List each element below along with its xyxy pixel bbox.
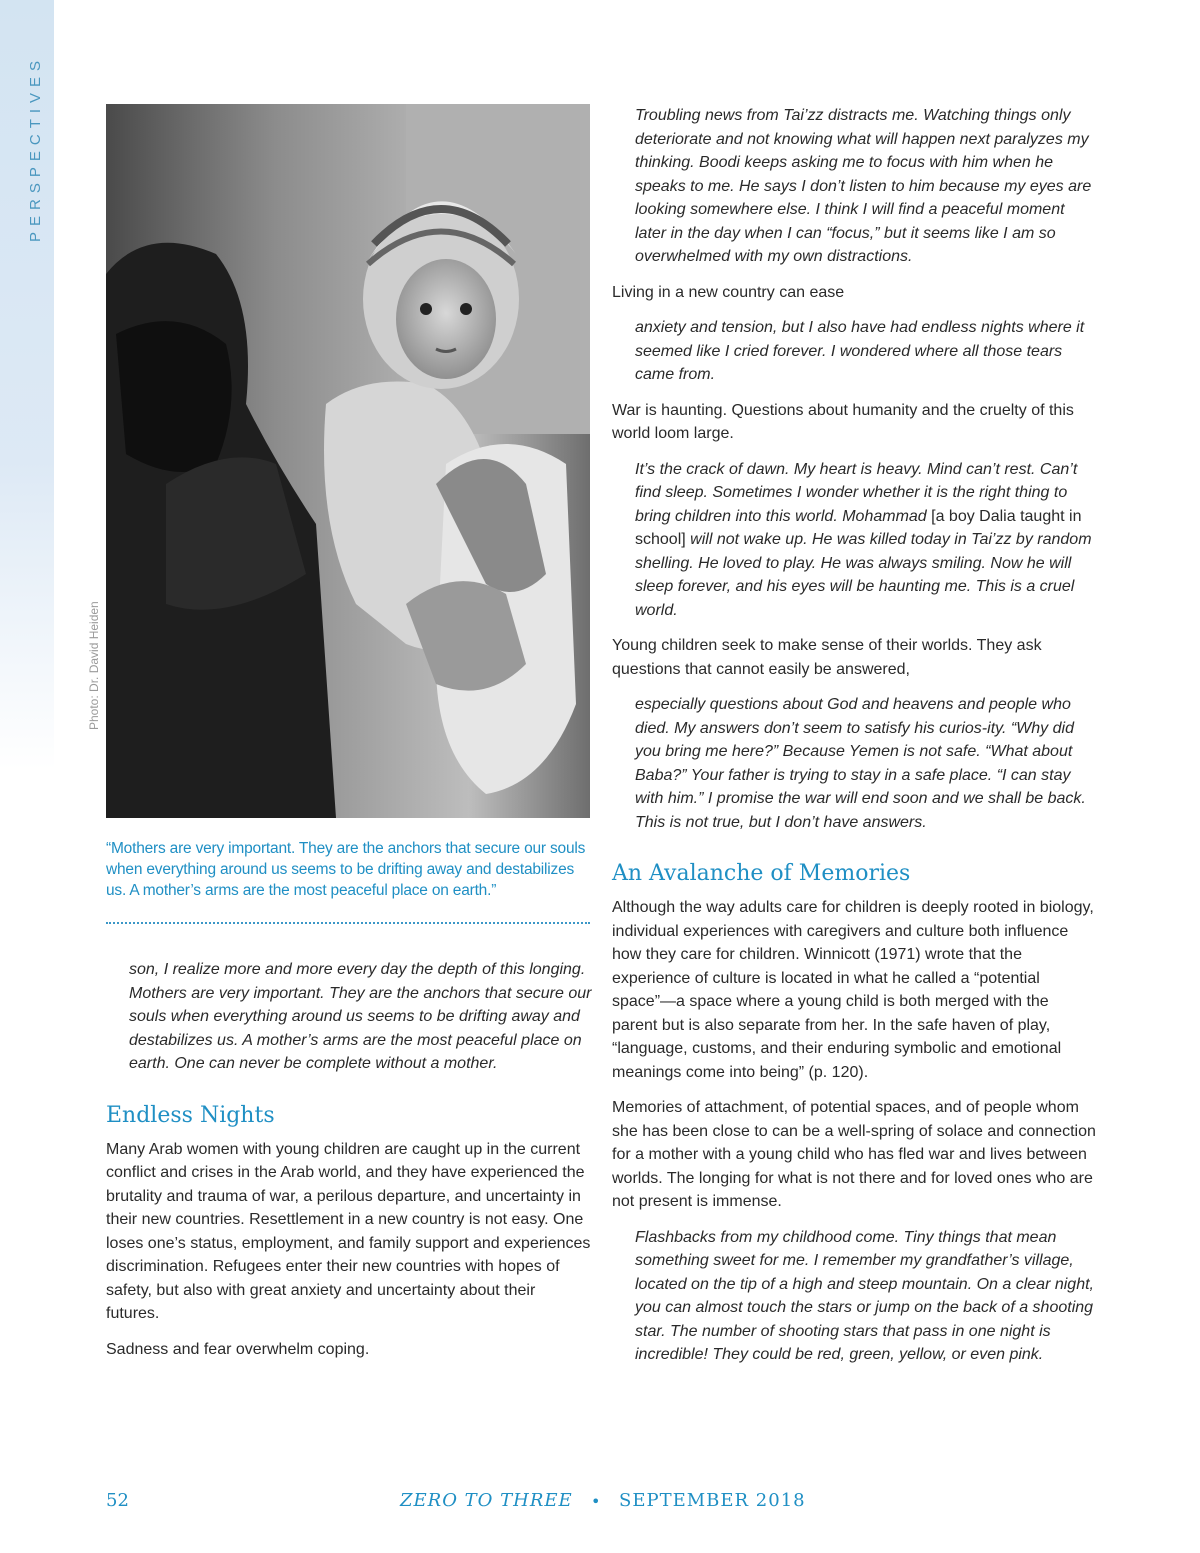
caption-divider bbox=[106, 922, 590, 924]
paragraph: Living in a new country can ease bbox=[612, 283, 845, 301]
photo-mother-and-baby bbox=[106, 104, 590, 818]
quote-block: Flashbacks from my childhood come. Tiny things that mean something sweet for me. I remember my grandfather’s village, located on the tip of a high and steep mountain. On a clear night, you can almost touch the stars or jump on the back of a shooting star. The number of shooting stars that pass in one night is incredible! They could be red, green, yellow, or even pink. bbox=[635, 1228, 1094, 1363]
right-column bbox=[612, 104, 1098, 1379]
photo-illustration bbox=[106, 104, 590, 818]
magazine-title: ZERO TO THREE bbox=[400, 1490, 573, 1511]
section-label: PERSPECTIVES bbox=[27, 54, 44, 242]
quote-text: It’s the crack of dawn. My heart is heavy. Mind can’t rest. Can’t find sleep. Sometimes I wonder whether it is the right thing to bring children into this world. Mohammad bbox=[635, 460, 1078, 525]
photo-credit: Photo: Dr. David Heiden bbox=[87, 601, 101, 730]
quote-block: anxiety and tension, but I also have had endless nights where it seemed like I cried forever. I wondered where all those tears came from. bbox=[635, 319, 1085, 383]
quote-text: will not wake up. He was killed today in Tai’zz by random shelling. He loved to play. He was always smiling. Now he will sleep forever, and his eyes will be haunting me. This is a cruel world. bbox=[635, 531, 1092, 619]
paragraph: Young children seek to make sense of their worlds. They ask questions that cannot easily be answered, bbox=[612, 637, 1042, 678]
page-number: 52 bbox=[106, 1490, 129, 1511]
issue-date: SEPTEMBER 2018 bbox=[619, 1490, 806, 1511]
paragraph: Although the way adults care for children is deeply rooted in biology, individual experiences with caregivers and culture both influence how they care for children. Winnicott (1971) wrote that the experience of culture is located in what he called a “potential space”—a space where a young child is both merged with the parent but is also separate from her. In the safe haven of play, “language, customs, and their enduring symbolic and emotional meanings come into being” (p. 120). bbox=[612, 899, 1094, 1081]
left-column bbox=[106, 958, 592, 1373]
photo-caption: “Mothers are very important. They are the anchors that secure our souls when everything around us seems to be drifting away and destabilizes us. A mother’s arms are the most peaceful place on earth.” bbox=[106, 840, 586, 899]
quote-block: especially questions about God and heavens and people who died. My answers don’t seem to satisfy his curios-ity. “Why did you bring me here?” Because Yemen is not safe. “What about Baba?” Your father is trying to stay in a safe place. “I can stay with him.” I promise the war will end soon and we shall be back. This is not true, but I don’t have answers. bbox=[635, 696, 1086, 831]
page-footer bbox=[0, 1490, 1200, 1516]
bullet-separator: • bbox=[591, 1492, 601, 1511]
paragraph: Memories of attachment, of potential spaces, and of people whom she has been close to can be a well-spring of solace and connection for a mother with a young child who has fled war and lives between worlds. The longing for what is not there and for loved ones who are not present is immense. bbox=[612, 1099, 1096, 1210]
heading-avalanche-of-memories: An Avalanche of Memories bbox=[612, 861, 911, 886]
paragraph: War is haunting. Questions about humanity and the cruelty of this world loom large. bbox=[612, 401, 1074, 442]
quote-block: Troubling news from Tai’zz distracts me. Watching things only deteriorate and not knowing what will happen next paralyzes my thinking. Boodi keeps asking me to focus with him when he speaks to me. He says I don’t listen to him because my eyes are looking somewhere else. I think I will find a peaceful moment later in the day when I can “focus,” but it seems like I am so overwhelmed with my own distractions. bbox=[635, 107, 1092, 265]
paragraph: Many Arab women with young children are caught up in the current conflict and crises in the Arab world, and they have experienced the brutality and trauma of war, a perilous departure, and uncertainty in their new countries. Resettlement in a new country is not easy. One loses one’s status, employment, and family support and experiences discrimination. Refugees enter their new countries with hopes of safety, but also with great anxiety and uncertainty about their futures. bbox=[106, 1140, 591, 1322]
editorial-insertion: [a boy Dalia taught in school] bbox=[635, 507, 1082, 548]
quote-block bbox=[612, 458, 1098, 623]
quote-block: son, I realize more and more every day the depth of this longing. Mothers are very important. They are the anchors that secure our souls when everything around us seems to be drifting away and destabilizes us. A mother’s arms are the most peaceful place on earth. One can never be complete without a mother. bbox=[129, 961, 592, 1072]
paragraph: Sadness and fear overwhelm coping. bbox=[106, 1340, 370, 1358]
heading-endless-nights: Endless Nights bbox=[106, 1102, 275, 1128]
